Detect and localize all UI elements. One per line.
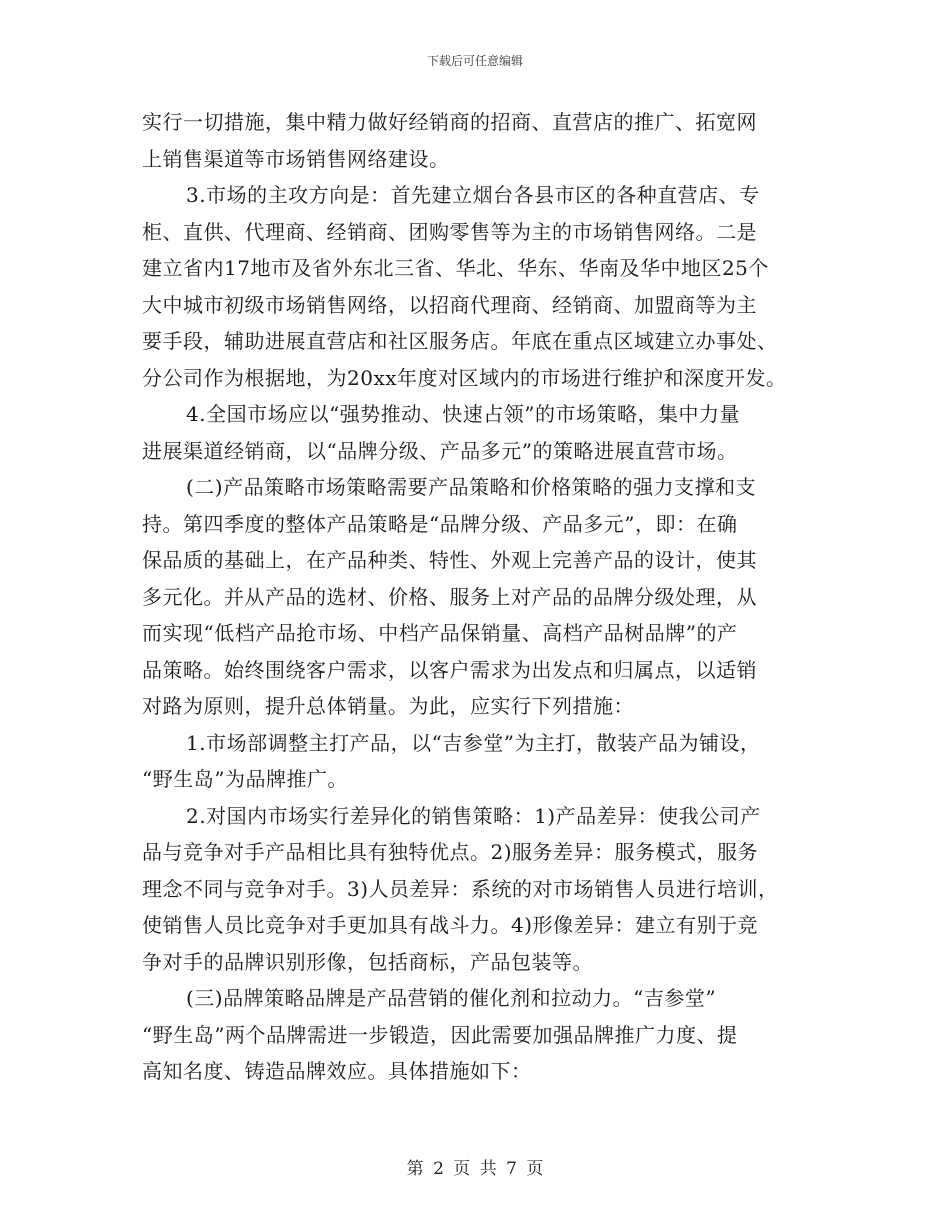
text-line: 2.对国内市场实行差异化的销售策略：1)产品差异：使我公司产 [186,803,761,828]
text-line: 分公司作为根据地，为20xx年度对区域内的市场进行维护和深度开发。 [142,365,787,390]
text-line: 持。第四季度的整体产品策略是“品牌分级、产品多元”，即：在确 [142,511,738,536]
page-footer: 第 2 页 共 7 页 [406,1159,544,1179]
text-line: 多元化。并从产品的选材、价格、服务上对产品的品牌分级处理，从 [142,584,757,609]
text-line: 品与竞争对手产品相比具有独特优点。2)服务差异：服务模式，服务 [142,840,759,864]
text-line: 保品质的基础上，在产品种类、特性、外观上完善产品的设计，使其 [142,548,757,572]
text-line: 进展渠道经销商，以“品牌分级、产品多元”的策略进展直营市场。 [142,438,738,463]
text-line: “野生岛”为品牌推广。 [142,767,348,791]
text-line: 品策略。始终围绕客户需求，以客户需求为出发点和归属点，以适销 [142,657,757,682]
text-line: 柜、直供、代理商、经销商、团购零售等为主的市场销售网络。二是 [142,219,757,244]
text-line: 上销售渠道等市场销售网络建设。 [142,146,450,171]
text-line: 4.全国市场应以“强势推动、快速占领”的市场策略，集中力量 [186,402,741,426]
text-line: 大中城市初级市场销售网络，以招商代理商、经销商、加盟商等为主 [142,292,757,317]
text-line: (三)品牌策略品牌是产品营销的催化剂和拉动力。“吉参堂” [186,986,717,1010]
text-line: 高知名度、铸造品牌效应。具体措施如下： [142,1059,532,1083]
text-line: 争对手的品牌识别形像，包括商标，产品包装等。 [142,949,593,974]
text-line: 对路为原则，提升总体销量。为此，应实行下列措施： [142,694,634,718]
text-line: 实行一切措施，集中精力做好经销商的招商、直营店的推广、拓宽网 [142,110,757,134]
text-line: 使销售人员比竞争对手更加具有战斗力。4)形像差异：建立有别于竞 [142,913,759,937]
text-line: 要手段，辅助进展直营店和社区服务店。年底在重点区域建立办事处、 [142,329,778,353]
page-header: 下载后可任意编辑 [426,54,523,68]
text-line: “野生岛”两个品牌需进一步锻造，因此需要加强品牌推广力度、提 [142,1022,738,1047]
document-body [142,104,817,1090]
text-line: 建立省内17地市及省外东北三省、华北、华东、华南及华中地区25个 [142,256,769,280]
text-line: 而实现“低档产品抢市场、中档产品保销量、高档产品树品牌”的产 [142,621,738,645]
text-line: 3.市场的主攻方向是：首先建立烟台各县市区的各种直营店、专 [186,183,760,207]
text-line: (二)产品策略市场策略需要产品策略和价格策略的强力支撑和支 [186,475,757,499]
text-line: 理念不同与竞争对手。3)人员差异：系统的对市场销售人员进行培训， [142,876,779,901]
text-line: 1.市场部调整主打产品，以“吉参堂”为主打，散装产品为铺设， [186,730,761,755]
